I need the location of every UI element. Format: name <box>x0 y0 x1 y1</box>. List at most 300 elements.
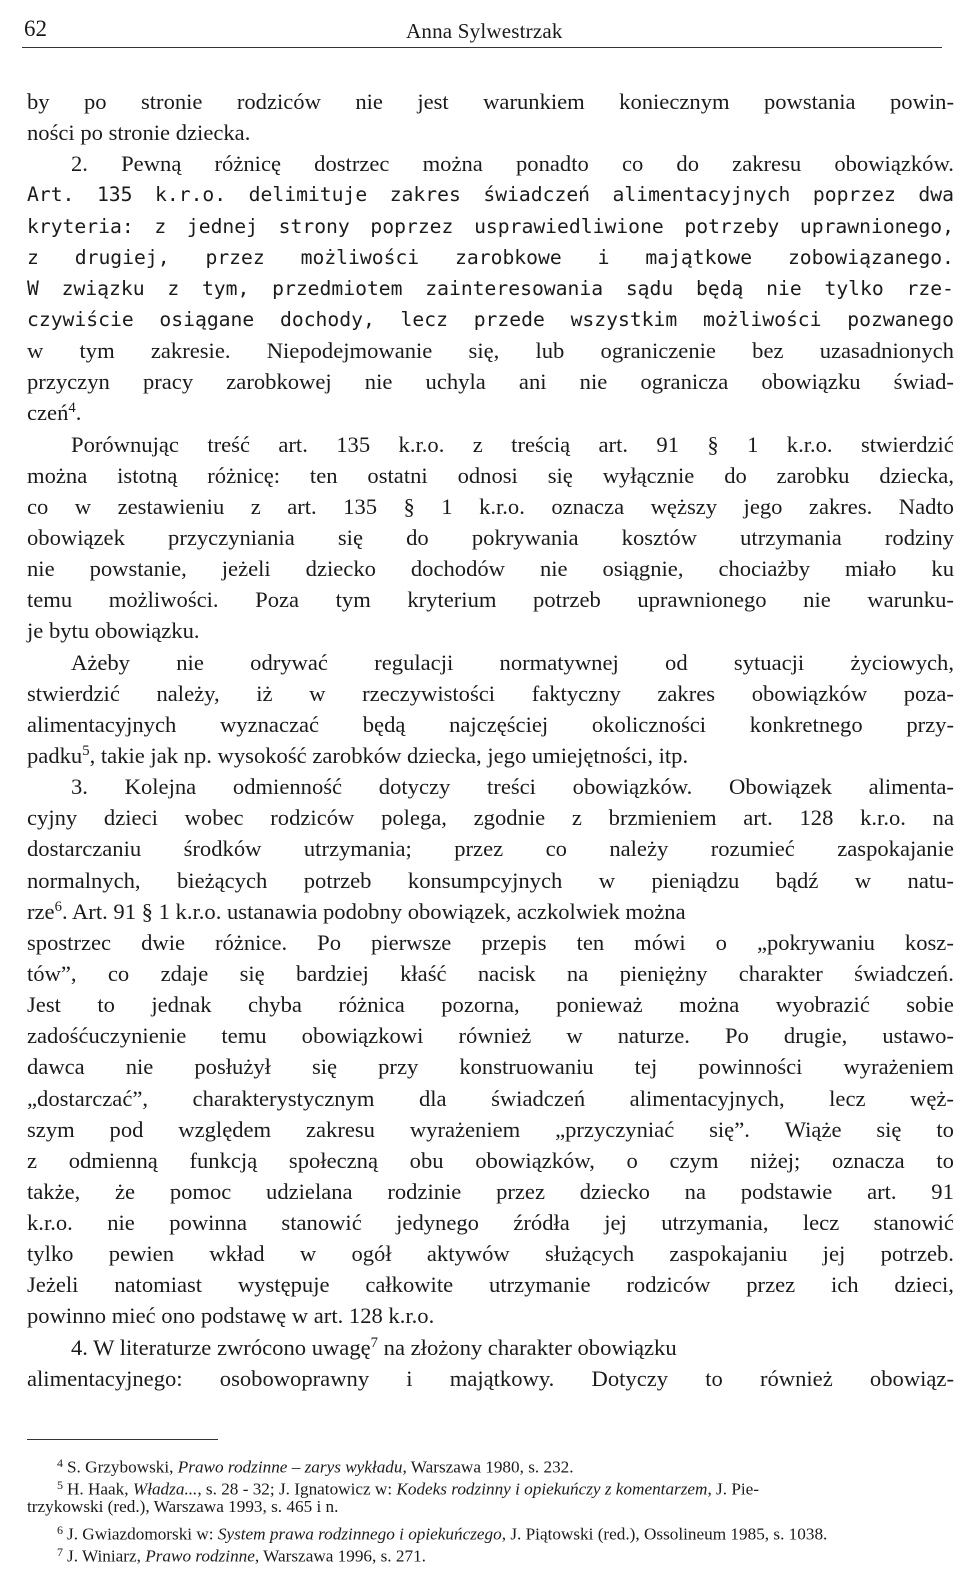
word: tym, <box>201 276 250 300</box>
word: możliwości <box>702 307 822 331</box>
word: oznacza <box>831 1147 905 1173</box>
word: zakresu <box>305 1116 375 1142</box>
word: k.r.o. <box>155 183 227 207</box>
word: obowiązków, <box>475 1147 595 1173</box>
word: dziecko <box>305 556 376 582</box>
word: pozorna, <box>441 992 520 1018</box>
word: obowiązkowi <box>301 1023 424 1049</box>
word: się <box>239 960 265 986</box>
word: art. <box>287 493 317 519</box>
word: przyczyniania <box>168 524 295 550</box>
word: społeczną <box>288 1147 378 1173</box>
footnote-title: Kodeks rodzinny i opiekuńczy z komentarzem <box>396 1479 708 1499</box>
word: W <box>27 276 39 300</box>
text-line <box>27 802 954 833</box>
word: przede <box>473 307 545 331</box>
footnote-number: 5 <box>56 1478 63 1493</box>
word: ostatni <box>367 462 428 488</box>
word: się <box>337 524 363 550</box>
text-line <box>27 1176 954 1207</box>
word: Art. <box>27 183 75 207</box>
word: bardziej <box>296 960 369 986</box>
word: k.r.o. <box>860 805 906 831</box>
text-line <box>27 335 954 366</box>
word: przez <box>496 1178 545 1204</box>
word: poprzez <box>812 183 896 207</box>
word: życiowych, <box>850 649 954 675</box>
word: powinna <box>169 1210 248 1236</box>
word: w <box>854 867 872 893</box>
footnote <box>27 1541 954 1566</box>
word: zaspokajanie <box>837 836 954 862</box>
word: tym <box>335 587 371 613</box>
word: również <box>458 1023 532 1049</box>
word: pracy <box>142 369 194 395</box>
word: uprawnionego <box>637 587 767 613</box>
text-line <box>27 958 954 989</box>
word: dochodów <box>410 556 506 582</box>
word: oznacza <box>551 493 625 519</box>
word: powin- <box>889 89 954 114</box>
word: pewien <box>108 1241 174 1267</box>
word: nie <box>125 1054 154 1080</box>
word: jedynego <box>396 1210 479 1236</box>
word: natu- <box>907 867 954 893</box>
word: dostarczaniu <box>27 836 142 862</box>
footnote-text: H. Haak, <box>67 1479 133 1499</box>
word: przy <box>378 1054 419 1080</box>
word: 91 <box>656 431 679 457</box>
word: różnicę: <box>207 462 281 488</box>
text-line <box>27 86 954 117</box>
word: uzasadnionych <box>819 338 954 364</box>
word: stanowić <box>281 1210 362 1236</box>
word: kryteria: <box>27 214 134 238</box>
text-line <box>27 460 954 491</box>
word: to <box>97 992 115 1018</box>
word: art. <box>743 805 773 831</box>
word: utrzymanie <box>488 1272 591 1298</box>
word: nie <box>27 556 55 582</box>
word: art. <box>598 431 629 457</box>
text-line <box>27 615 954 646</box>
word: obowiązku <box>761 369 861 395</box>
footnote-title: Prawo rodzinne – zarys wykładu <box>177 1457 403 1477</box>
word: majątkowy. <box>449 1365 555 1391</box>
text-line <box>27 1363 954 1394</box>
word: możliwości <box>300 245 420 269</box>
text-line <box>27 304 954 335</box>
footnote-number: 7 <box>56 1544 63 1559</box>
word: co <box>107 960 130 986</box>
word: strony <box>278 214 350 238</box>
word: art. <box>278 431 308 457</box>
word: się <box>311 1054 338 1080</box>
text-line <box>27 211 954 242</box>
word: całkowite <box>365 1272 454 1298</box>
word: stanowić <box>873 1210 954 1236</box>
footnote-text: J. Winiarz, <box>67 1546 146 1566</box>
word: z <box>250 493 261 519</box>
word: nie <box>176 649 204 675</box>
word: odnosi <box>457 462 518 488</box>
text-line <box>27 927 954 958</box>
word: konsumpcyjnych <box>407 867 563 893</box>
word: przyczyn <box>27 369 110 395</box>
word: rodziców <box>270 805 355 831</box>
word: treścią <box>511 431 571 457</box>
word: w <box>309 680 326 706</box>
word: ten <box>309 462 338 488</box>
word: zainteresowania <box>425 276 604 300</box>
word: ogół <box>351 1241 392 1267</box>
text-line <box>27 397 954 428</box>
word: nie <box>539 556 568 582</box>
word: natomiast <box>114 1272 203 1298</box>
footnote-ref: 7 <box>370 1334 379 1351</box>
word: również <box>759 1365 833 1391</box>
word: ku <box>931 556 954 582</box>
word: art. <box>867 1178 897 1204</box>
word: Dotyczy <box>591 1365 669 1391</box>
text-line <box>27 179 954 210</box>
word: co <box>27 493 49 519</box>
text-line <box>27 865 954 896</box>
word: tej <box>634 1054 658 1080</box>
word: można <box>679 992 740 1018</box>
text-line <box>27 366 954 397</box>
text-line <box>27 1207 954 1238</box>
word: k.r.o. <box>27 1210 73 1236</box>
word: pieniądzu <box>651 867 740 893</box>
word: powstania <box>763 89 856 114</box>
text-fragment: padku <box>27 742 83 768</box>
word: stronie <box>140 89 203 114</box>
word: występuje <box>237 1272 330 1298</box>
word: wkład <box>209 1241 265 1267</box>
word: miało <box>844 556 897 582</box>
text-line <box>27 1020 954 1051</box>
word: tylko <box>824 276 884 300</box>
word: się <box>547 462 573 488</box>
word: pokrywania <box>471 524 579 550</box>
word: dotyczy <box>378 774 451 800</box>
word: kosztów <box>621 524 697 550</box>
word: dawca <box>27 1054 85 1080</box>
word: w <box>598 867 616 893</box>
word: zakres <box>657 680 716 706</box>
word: szym <box>27 1116 75 1142</box>
footnote-text: , J. Pie- <box>707 1479 760 1499</box>
footnote-title: System prawa rodzinnego i opiekuńczego <box>217 1523 502 1543</box>
word: alimentacyjnego: <box>27 1365 183 1391</box>
word: 135 <box>343 493 378 519</box>
text-fragment: rze <box>27 898 55 924</box>
word: posłużył <box>194 1054 271 1080</box>
text-fragment: czeń <box>27 400 69 426</box>
word: dwie <box>141 929 185 955</box>
word: bez <box>752 338 784 364</box>
word: przepis <box>481 929 547 955</box>
word: 2. <box>71 151 88 177</box>
word: temu <box>221 1023 267 1049</box>
word: jej <box>604 1210 627 1236</box>
word: kłaść <box>400 960 447 986</box>
text-line <box>27 1238 954 1269</box>
word: treść <box>207 431 250 457</box>
word: ten <box>576 929 605 955</box>
word: tym <box>79 338 115 364</box>
body-text <box>27 86 954 1394</box>
word: potrzeb. <box>880 1241 954 1267</box>
word: lecz <box>400 307 448 331</box>
word: będą <box>695 276 744 300</box>
footnote-number: 4 <box>56 1456 63 1470</box>
word: przez <box>746 1272 796 1298</box>
word: uprawnionego, <box>799 214 954 238</box>
word: naturze. <box>617 1023 690 1049</box>
word: nie <box>766 276 802 300</box>
word: nie <box>355 89 383 114</box>
word: nie <box>107 1210 135 1236</box>
text-line <box>27 1300 954 1331</box>
word: do <box>676 151 700 177</box>
word: alimentacyjnych <box>27 711 177 737</box>
word: okoliczności <box>591 711 707 737</box>
word: przy- <box>906 711 954 737</box>
word: pomoc <box>169 1178 232 1204</box>
word: usprawiedliwione <box>474 214 664 238</box>
text-fragment: , takie jak np. wysokość zarobków dziecka, jego umiejętności, itp. <box>89 742 689 768</box>
text-fragment: na złożony charakter obowiązku <box>378 1334 677 1360</box>
word: zakresie. <box>150 338 231 364</box>
word: warunkiem <box>483 89 585 114</box>
word: zobowiązanego. <box>787 245 954 269</box>
word: majątkowe <box>645 245 753 269</box>
word: jej <box>822 1241 846 1267</box>
word: to <box>936 1116 954 1142</box>
word: polega, <box>381 805 447 831</box>
word: 128 <box>799 805 834 831</box>
word: wyznaczać <box>219 711 320 737</box>
word: powinności <box>698 1054 803 1080</box>
word: obowiązek <box>27 524 125 550</box>
word: przez <box>454 836 504 862</box>
text-line <box>27 429 954 460</box>
word: stwierdzić <box>27 680 120 706</box>
word: jednej <box>186 214 258 238</box>
text-line <box>27 117 954 148</box>
word: temu <box>27 587 73 613</box>
word: się”. <box>709 1116 750 1142</box>
word: i <box>597 245 610 269</box>
word: normalnych, <box>27 867 141 893</box>
word: potrzeb <box>303 867 372 893</box>
word: to <box>936 1147 954 1173</box>
word: sądu <box>625 276 674 300</box>
footnote-ref: 6 <box>54 898 62 915</box>
word: drugie, <box>783 1023 848 1049</box>
word: iż <box>256 680 273 706</box>
word: zaspokajaniu <box>669 1241 788 1267</box>
word: zakres <box>389 183 461 207</box>
word: alimentacyjnych <box>612 183 791 207</box>
word: koniecznym <box>619 89 730 114</box>
word: Jest <box>27 992 61 1018</box>
word: charakterystycznym <box>192 1085 375 1111</box>
word: 135 <box>96 183 133 207</box>
word: bieżących <box>177 867 268 893</box>
word: jest <box>417 89 449 114</box>
text-line <box>27 273 954 304</box>
text-line <box>27 678 954 709</box>
word: utrzymania <box>740 524 842 550</box>
footnote-title: Prawo rodzinne <box>145 1546 255 1566</box>
word: rodziców <box>626 1272 711 1298</box>
word: rodzinie <box>387 1178 462 1204</box>
footnote-text: trzykowski (red.), Warszawa 1993, s. 465 i n. <box>27 1497 339 1517</box>
word: ani <box>518 369 547 395</box>
word: że <box>115 1178 136 1204</box>
word: co <box>545 836 567 862</box>
word: Kolejna <box>124 774 197 800</box>
word: rodziny <box>884 524 954 550</box>
word: charakter <box>738 960 823 986</box>
word: by <box>27 89 50 114</box>
word: się, <box>468 338 500 364</box>
word: utrzymania; <box>303 836 412 862</box>
word: wyłącznie <box>602 462 695 488</box>
text-line <box>27 1114 954 1145</box>
word: z <box>27 245 39 269</box>
word: rozumieć <box>710 836 795 862</box>
word: rodziców <box>236 89 321 114</box>
word: Porównując <box>71 431 179 457</box>
word: węższy <box>650 493 718 519</box>
word: najczęściej <box>449 711 549 737</box>
word: poza- <box>903 680 954 706</box>
word: także, <box>27 1178 81 1204</box>
text-line <box>27 740 954 771</box>
word: ponieważ <box>556 992 643 1018</box>
text-line <box>27 1145 954 1176</box>
word: mówi <box>634 929 686 955</box>
text-line-content: powinno mieć ono podstawę w art. 128 k.r.o. <box>27 1303 435 1329</box>
word: dochody, <box>279 307 375 331</box>
word: świadczeń <box>483 183 591 207</box>
text-line <box>27 989 954 1020</box>
text-line <box>27 522 954 553</box>
word: możliwości. <box>108 587 219 613</box>
word: 1 <box>747 431 759 457</box>
text-line-content: je bytu obowiązku. <box>27 618 200 644</box>
word: pierwsze <box>371 929 452 955</box>
footnote-continuation <box>27 1496 954 1518</box>
word: z <box>571 805 582 831</box>
word: warunku- <box>867 587 954 613</box>
word: dziecko <box>579 1178 650 1204</box>
word: uchyla <box>425 369 486 395</box>
footnote-ref: 5 <box>82 742 90 759</box>
word: „przyczyniać <box>555 1116 675 1142</box>
word: ponadto <box>515 151 589 177</box>
word: podstawie <box>740 1178 833 1204</box>
word: ich <box>830 1272 859 1298</box>
word: z <box>167 276 180 300</box>
word: dziecka, <box>879 462 954 488</box>
text-line <box>27 491 954 522</box>
word: chyba <box>247 992 302 1018</box>
word: można <box>27 462 88 488</box>
text-line <box>27 242 954 273</box>
word: dostrzec <box>314 151 390 177</box>
footnote-rule <box>27 1439 218 1440</box>
word: różnicę <box>214 151 281 177</box>
word: kryterium <box>407 587 497 613</box>
word: § <box>403 493 415 519</box>
text-line <box>27 1051 954 1082</box>
word: świadczeń <box>491 1085 586 1111</box>
word: alimentacyjnych, <box>629 1085 785 1111</box>
footnotes <box>27 1452 954 1566</box>
word: potrzeby <box>684 214 780 238</box>
running-head-author: Anna Sylwestrzak <box>406 19 563 43</box>
footnote <box>27 1519 954 1541</box>
word: węż- <box>910 1085 954 1111</box>
text-line <box>27 584 954 615</box>
word: wyobrazić <box>775 992 870 1018</box>
word: czywiście <box>27 307 134 331</box>
word: na <box>684 1178 706 1204</box>
word: osiągnie, <box>602 556 684 582</box>
word: od <box>665 649 688 675</box>
word: z <box>27 1147 38 1173</box>
word: niżej; <box>750 1147 801 1173</box>
text-line-content <box>27 896 686 927</box>
word: się <box>876 1116 902 1142</box>
footnote-text: J. Gwiazdomorski w: <box>67 1523 218 1543</box>
word: obowiązków <box>751 680 868 706</box>
word: Po <box>724 1023 749 1049</box>
word: lecz <box>829 1085 866 1111</box>
word: nie <box>803 587 831 613</box>
word: Pewną <box>121 151 182 177</box>
word: źródła <box>513 1210 570 1236</box>
word: dzieci, <box>894 1272 954 1298</box>
footnote-text: , J. Piątowski (red.), Ossolineum 1985, s. 1038. <box>501 1523 828 1543</box>
word: odrywać <box>250 649 328 675</box>
word: k.r.o. <box>479 493 525 519</box>
word: świadczeń. <box>854 960 954 986</box>
text-line <box>27 771 954 802</box>
word: rze- <box>906 276 954 300</box>
word: zgodnie <box>473 805 546 831</box>
word: środków <box>183 836 262 862</box>
word: służących <box>545 1241 635 1267</box>
word: konkretnego <box>749 711 863 737</box>
word: nie <box>364 369 393 395</box>
text-line-content <box>27 740 688 771</box>
text-fragment: . Art. 91 § 1 k.r.o. ustanawia podobny obowiązek, aczkolwiek można <box>61 898 686 924</box>
word: k.r.o. <box>398 431 445 457</box>
word: zakres. <box>808 493 873 519</box>
word: z <box>154 214 167 238</box>
header-rule <box>22 47 942 48</box>
word: spostrzec <box>27 929 112 955</box>
text-line <box>27 833 954 864</box>
word: odmienność <box>232 774 343 800</box>
word: na <box>566 960 589 986</box>
